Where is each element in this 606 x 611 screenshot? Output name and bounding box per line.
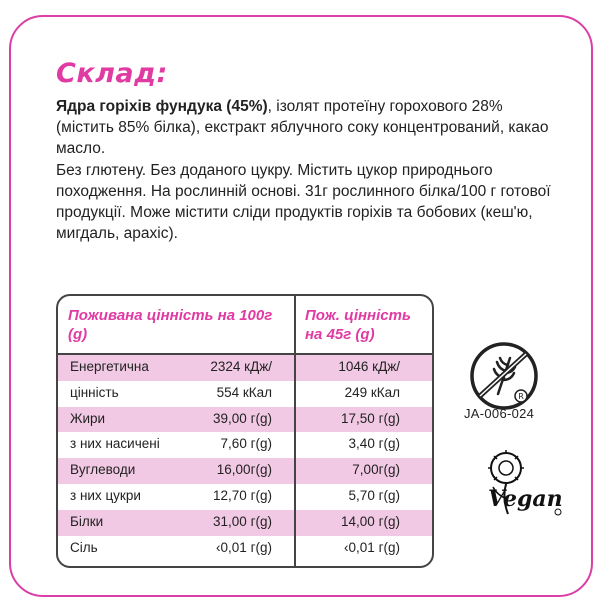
nutrient-label: Енергетична bbox=[70, 359, 149, 374]
value-per-45g: 14,00 г(g) bbox=[341, 513, 400, 529]
nutrient-label: Вуглеводи bbox=[70, 462, 136, 478]
value-per-45g: 17,50 г(g) bbox=[341, 410, 400, 426]
ingredients-bold: Ядра горіхів фундука (45%) bbox=[56, 98, 268, 115]
value-per-100g: 31,00 г(g) bbox=[213, 513, 272, 529]
value-per-45g: 7,00г(g) bbox=[352, 462, 400, 478]
nutrient-label: з них цукри bbox=[70, 487, 141, 503]
value-per-100g: 554 кКал bbox=[216, 384, 272, 400]
value-per-100g: 2324 кДж/ bbox=[210, 359, 272, 374]
table-row bbox=[58, 407, 432, 433]
ingredients-text bbox=[56, 96, 556, 159]
table-row bbox=[58, 484, 432, 510]
svg-text:R: R bbox=[518, 392, 524, 401]
value-per-100g: 7,60 г(g) bbox=[220, 436, 272, 452]
table-row bbox=[58, 381, 432, 407]
value-per-45g: 3,40 г(g) bbox=[348, 436, 400, 452]
ingredients-rest: , ізолят протеїну горохового 28% (містить 85% білка), екстракт яблучного соку концентрований, какао масло. bbox=[56, 98, 549, 157]
composition-title: Склад: bbox=[56, 58, 168, 89]
table-row bbox=[58, 458, 432, 484]
value-per-45g: ‹0,01 г(g) bbox=[344, 539, 400, 555]
value-per-45g: 1046 кДж/ bbox=[338, 359, 400, 374]
nutrition-rows bbox=[58, 355, 432, 561]
vegan-label: Vegan bbox=[488, 486, 563, 512]
crossed-grain-icon bbox=[468, 340, 540, 412]
nutrient-label: з них насичені bbox=[70, 436, 160, 452]
header-per-100g: Поживана цінність на 100г (g) bbox=[68, 307, 273, 343]
value-per-100g: 12,70 г(g) bbox=[213, 487, 272, 503]
value-per-45g: 5,70 г(g) bbox=[348, 487, 400, 503]
gluten-free-code: JA-006-024 bbox=[464, 406, 535, 421]
column-divider bbox=[294, 296, 296, 566]
table-row bbox=[58, 510, 432, 536]
value-per-100g: 39,00 г(g) bbox=[213, 410, 272, 426]
nutrient-label: Жири bbox=[70, 410, 106, 426]
header-per-45g: Пож. цінність на 45г (g) bbox=[305, 307, 411, 343]
value-per-100g: 16,00г(g) bbox=[216, 462, 272, 478]
nutrient-label: цінність bbox=[70, 384, 119, 400]
table-row bbox=[58, 355, 432, 381]
table-row bbox=[58, 432, 432, 458]
nutrition-table bbox=[56, 294, 434, 568]
value-per-45g: 249 кКал bbox=[344, 384, 400, 400]
value-per-100g: ‹0,01 г(g) bbox=[216, 539, 272, 555]
nutrient-label: Білки bbox=[70, 513, 104, 529]
table-row bbox=[58, 536, 432, 562]
product-notes: Без глютену. Без доданого цукру. Містить цукор природнього походження. На рослинній основі. 31г рослинного білка/100 г готової продукції. Може містити сліди продуктів горіхів та бобових (кеш'ю, мигдаль, арахіс). bbox=[56, 162, 551, 242]
nutrient-label: Сіль bbox=[70, 539, 98, 555]
